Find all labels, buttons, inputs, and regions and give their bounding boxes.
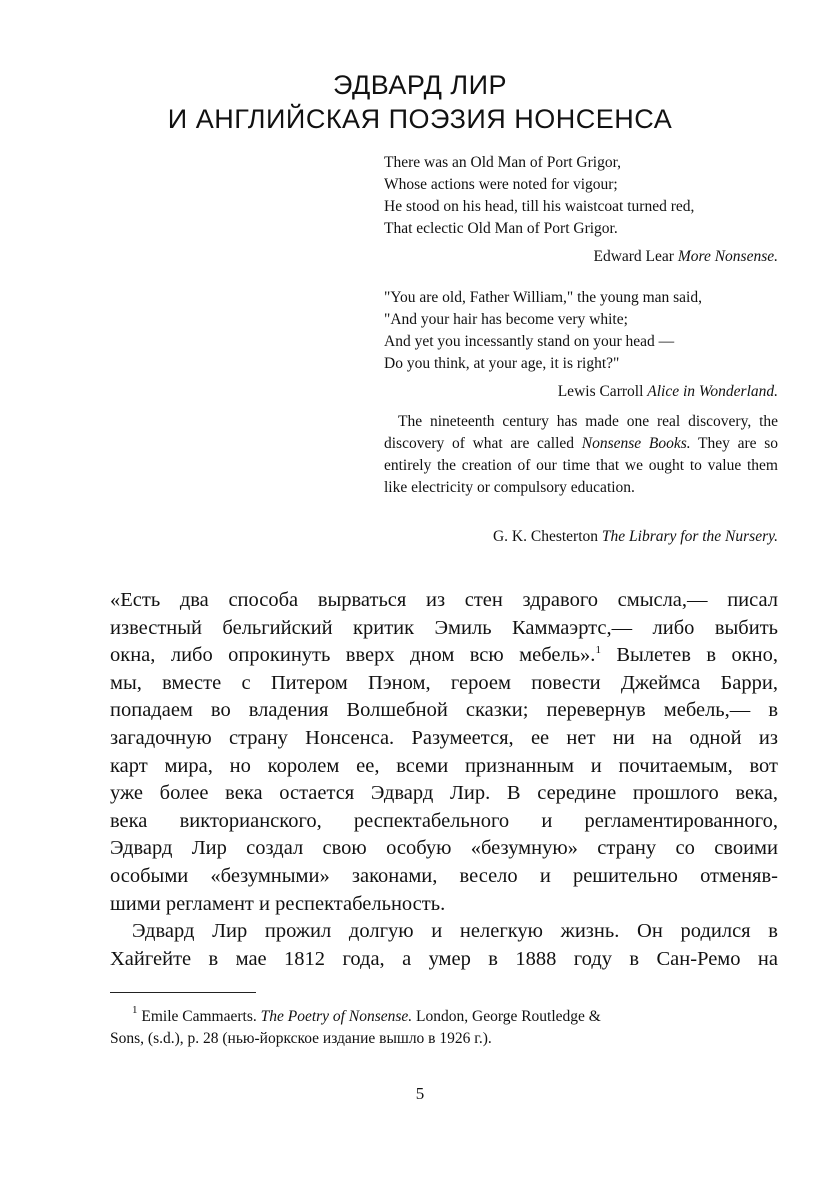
- epigraph-work: The Library for the Nursery.: [601, 528, 778, 545]
- epigraph-line: Whose actions were noted for vigour;: [384, 176, 618, 193]
- epigraph-chesterton-text: [384, 411, 778, 499]
- epigraph-line: Do you think, at your age, it is right?": [384, 355, 620, 372]
- epigraph-attribution: [384, 381, 778, 403]
- epigraph-work: More Nonsense.: [677, 248, 778, 265]
- text-fragment: Вылетев в окно,: [600, 644, 779, 667]
- chapter-title-line-1: ЭДВАРД ЛИР: [332, 70, 508, 100]
- footnote-line: [110, 1006, 778, 1028]
- epigraph-text: They are so entirely the creation of our time that we ought to value them like electricity or compulsory education.: [384, 435, 778, 496]
- text-line: уже более века остается Эдвард Лир. В середине прошлого века,: [110, 782, 778, 805]
- footnote-author: Emile Cammaerts.: [141, 1008, 257, 1025]
- text-line: «Есть два способа вырваться из стен здравого смысла,— писал: [110, 589, 778, 611]
- footnote-ref: 1: [595, 644, 601, 657]
- chapter-title-line-2: И АНГЛИЙСКАЯ ПОЭЗИЯ НОНСЕНСА: [167, 104, 673, 134]
- epigraph-carroll: [384, 287, 778, 403]
- text-line: Хайгейте в мае 1812 года, а умер в 1888 году в Сан-Ремо на: [110, 947, 778, 970]
- footnote-text: London, George Routledge &: [412, 1008, 601, 1025]
- epigraph-attribution: [384, 246, 778, 268]
- text-line: [110, 642, 778, 670]
- epigraph-line: He stood on his head, till his waistcoat turned red,: [384, 198, 695, 215]
- chapter-title: [120, 68, 720, 136]
- epigraph-text-italic: Nonsense Books.: [581, 435, 691, 452]
- epigraph-author: Edward Lear: [593, 248, 674, 265]
- epigraph-line: "You are old, Father William," the young man said,: [384, 289, 702, 306]
- epigraph-line: That eclectic Old Man of Port Grigor.: [384, 220, 618, 237]
- footnote-divider: [110, 992, 256, 993]
- epigraph-author: Lewis Carroll: [557, 383, 644, 400]
- text-line: карт мира, но королем ее, всеми признанным и почитаемым, вот: [110, 754, 778, 777]
- epigraph-text: The nineteenth century has made one real discovery, the discovery of what are called: [384, 413, 778, 452]
- footnote: [110, 1006, 778, 1050]
- page-number: 5: [415, 1084, 425, 1103]
- epigraph-attribution: [384, 528, 778, 546]
- text-line: мы, вместе с Питером Пэном, героем повести Джеймса Барри,: [110, 671, 778, 694]
- epigraph-work: Alice in Wonderland.: [647, 383, 778, 400]
- text-line: Эдвард Лир создал свою особую «безумную» страну со своими: [110, 837, 778, 860]
- text-line: шими регламент и респектабельность.: [110, 892, 446, 915]
- footnote-number: 1: [132, 1004, 138, 1016]
- epigraph-line: And yet you incessantly stand on your head —: [384, 333, 675, 350]
- text-line: загадочную страну Нонсенса. Разумеется, ее нет ни на одной из: [110, 726, 778, 749]
- epigraph-lear: [384, 152, 778, 268]
- epigraph-line: There was an Old Man of Port Grigor,: [384, 154, 621, 171]
- text-line: известный бельгийский критик Эмиль Каммаэртс,— либо выбить: [110, 616, 778, 639]
- footnote-title: The Poetry of Nonsense.: [260, 1008, 413, 1025]
- epigraph-author: G. K. Chesterton: [492, 528, 599, 545]
- text-line: века викторианского, респектабельного и регламентированного,: [110, 809, 778, 832]
- epigraph-line: "And your hair has become very white;: [384, 311, 628, 328]
- text-line: Эдвард Лир прожил долгую и нелегкую жизнь. Он родился в: [132, 920, 778, 943]
- main-text: [110, 587, 778, 973]
- text-line: особыми «безумными» законами, весело и решительно отменяв-: [110, 864, 778, 887]
- text-line: попадаем во владения Волшебной сказки; перевернув мебель,— в: [110, 699, 778, 722]
- footnote-line: Sons, (s.d.), p. 28 (нью-йоркское издание вышло в 1926 г.).: [110, 1030, 492, 1047]
- text-fragment: окна, либо опрокинуть вверх дном всю мебель».: [110, 644, 596, 667]
